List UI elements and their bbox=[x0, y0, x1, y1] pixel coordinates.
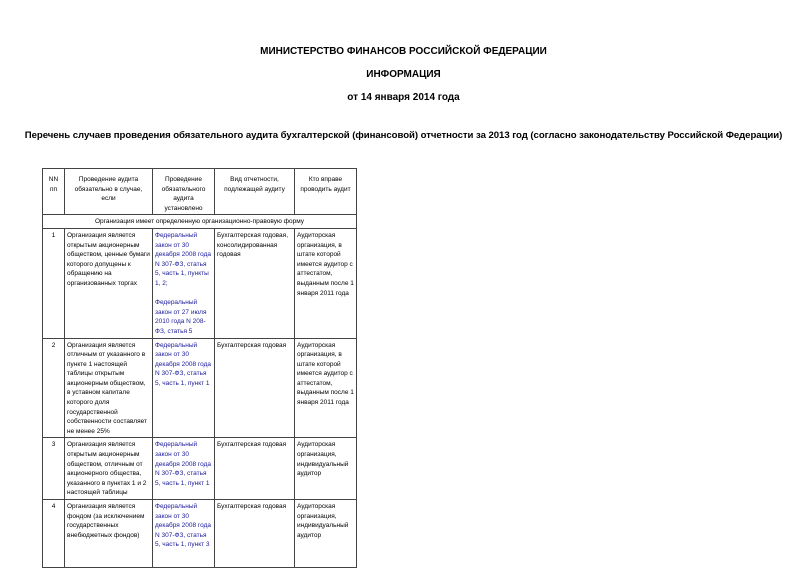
table-header-row bbox=[43, 169, 357, 215]
table-row bbox=[43, 228, 357, 338]
row-report-type: Бухгалтерская годовая bbox=[215, 500, 295, 568]
row-basis bbox=[153, 500, 215, 568]
row-number: 4 bbox=[43, 500, 65, 568]
column-header-report-type: Вид отчетности, подлежащей аудиту bbox=[215, 169, 295, 215]
section-label: Организация имеет определенную организационно-правовую форму bbox=[43, 215, 357, 229]
table-row bbox=[43, 338, 357, 438]
audit-cases-table bbox=[42, 168, 357, 568]
row-number: 1 bbox=[43, 228, 65, 338]
row-condition: Организация является открытым акционерным обществом, отличным от акционерного общества, указанного в пунктах 1 и 2 настоящей таблицы bbox=[65, 438, 153, 500]
law-reference-link[interactable]: Федеральный закон от 30 декабря 2008 года N 307-ФЗ, статья 5, часть 1, пункт 1 bbox=[155, 441, 211, 487]
column-header-number: NN пп bbox=[43, 169, 65, 215]
row-number: 2 bbox=[43, 338, 65, 438]
column-header-basis: Проведение обязательного аудита установлено bbox=[153, 169, 215, 215]
table-row bbox=[43, 500, 357, 568]
row-condition: Организация является открытым акционерным обществом, ценные бумаги которого допущены к обращению на организованных торгах bbox=[65, 228, 153, 338]
law-reference-link[interactable]: Федеральный закон от 30 декабря 2008 года N 307-ФЗ, статья 5, часть 1, пункт 3 bbox=[155, 503, 211, 549]
row-auditor: Аудиторская организация, индивидуальный аудитор bbox=[295, 500, 357, 568]
document-date: от 14 января 2014 года bbox=[347, 92, 460, 103]
row-basis bbox=[153, 228, 215, 338]
document-subtitle: Перечень случаев проведения обязательного аудита бухгалтерской (финансовой) отчетности за 2013 год (согласно законодательству Российской Федерации) bbox=[24, 130, 783, 141]
law-reference-link[interactable]: Федеральный закон от 30 декабря 2008 года N 307-ФЗ, статья 5, часть 1, пункт 1 bbox=[155, 341, 211, 387]
table-row bbox=[43, 438, 357, 500]
law-reference-link[interactable]: Федеральный закон от 27 июля 2010 года N 208-ФЗ, статья 5 bbox=[155, 299, 207, 335]
row-report-type: Бухгалтерская годовая, консолидированная годовая bbox=[215, 228, 295, 338]
row-number: 3 bbox=[43, 438, 65, 500]
column-header-auditor: Кто вправе проводить аудит bbox=[295, 169, 357, 215]
row-condition: Организация является фондом (за исключением государственных внебюджетных фондов) bbox=[65, 500, 153, 568]
row-report-type: Бухгалтерская годовая bbox=[215, 338, 295, 438]
ministry-title: МИНИСТЕРСТВО ФИНАНСОВ РОССИЙСКОЙ ФЕДЕРАЦИИ bbox=[260, 46, 547, 57]
section-row bbox=[43, 215, 357, 229]
row-basis bbox=[153, 338, 215, 438]
row-auditor: Аудиторская организация, в штате которой имеется аудитор с аттестатом, выданным после 1 января 2011 года bbox=[295, 228, 357, 338]
row-auditor: Аудиторская организация, индивидуальный аудитор bbox=[295, 438, 357, 500]
law-reference-link[interactable]: Федеральный закон от 30 декабря 2008 года N 307-ФЗ, статья 5, часть 1, пункты 1, 2; bbox=[155, 231, 211, 287]
row-basis bbox=[153, 438, 215, 500]
row-auditor: Аудиторская организация, в штате которой имеется аудитор с аттестатом, выданным после 1 января 2011 года bbox=[295, 338, 357, 438]
column-header-condition: Проведение аудита обязательно в случае, если bbox=[65, 169, 153, 215]
document-type: ИНФОРМАЦИЯ bbox=[366, 69, 441, 80]
row-condition: Организация является отличным от указанного в пункте 1 настоящей таблицы открытым акционерным обществом, в уставном капитале которого доля государственной собственности составляет не менее 25% bbox=[65, 338, 153, 438]
row-report-type: Бухгалтерская годовая bbox=[215, 438, 295, 500]
